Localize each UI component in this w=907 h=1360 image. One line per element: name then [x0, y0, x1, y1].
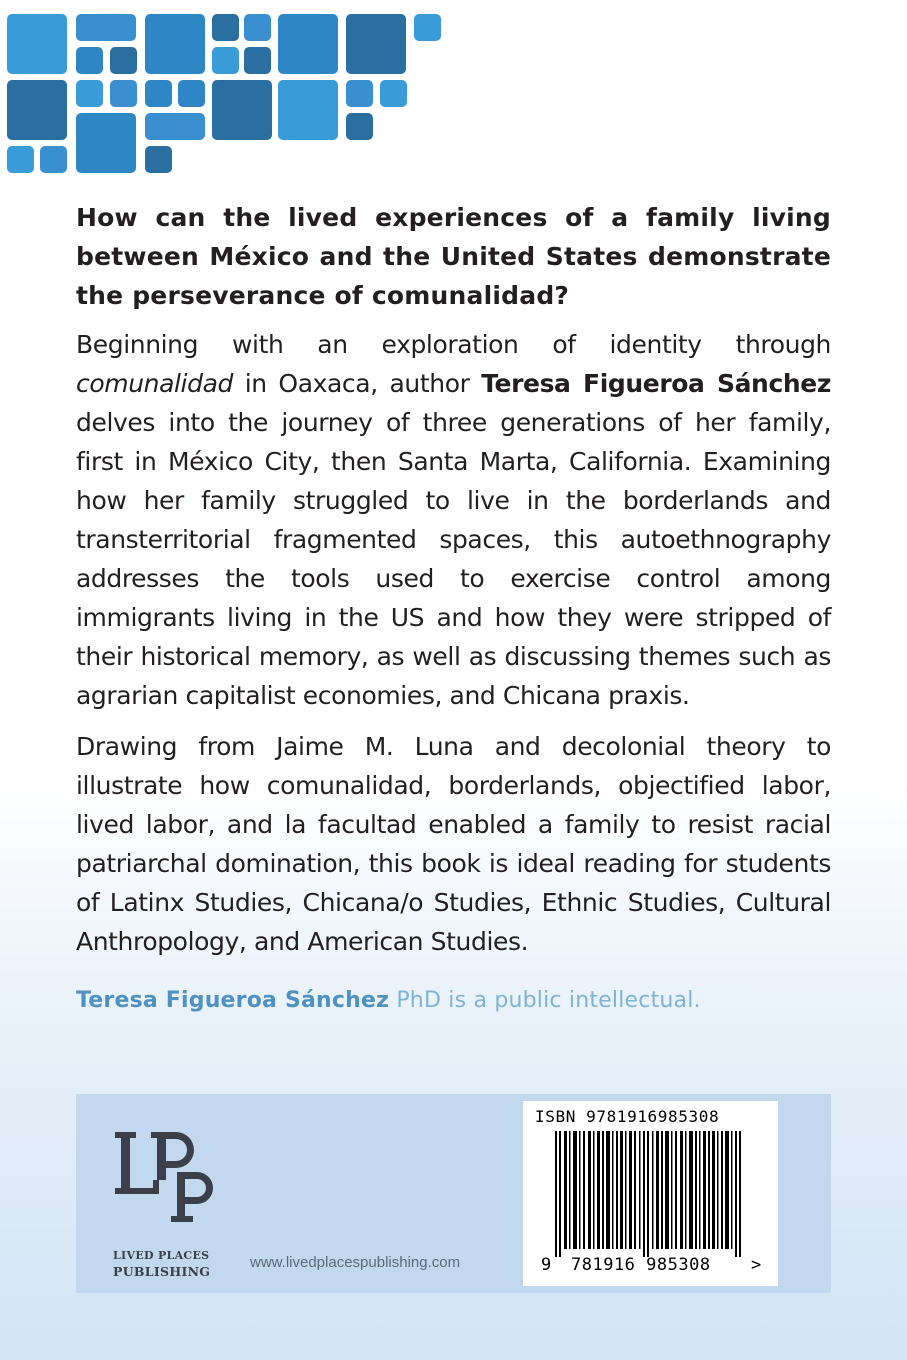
decorative-tile-mosaic	[0, 0, 450, 180]
author-bio	[76, 985, 831, 1017]
publisher-logo-icon	[111, 1124, 221, 1224]
publisher-name-line2: PUBLISHING	[113, 1264, 211, 1279]
decorative-tile	[278, 14, 338, 74]
author-bio-name: Teresa Figueroa Sánchez	[76, 988, 390, 1013]
decorative-tile	[244, 14, 271, 41]
p1-text-2: in Oaxaca, author	[232, 369, 482, 398]
decorative-tile	[346, 14, 406, 74]
decorative-tile	[414, 14, 441, 41]
author-bio-text: PhD is a public intellectual.	[389, 988, 701, 1013]
barcode-quiet-zone-mark: >	[751, 1255, 762, 1275]
decorative-tile	[178, 80, 205, 107]
p1-author-name: Teresa Figueroa Sánchez	[481, 369, 831, 398]
decorative-tile	[244, 47, 271, 74]
decorative-tile	[145, 146, 172, 173]
decorative-tile	[7, 14, 67, 74]
decorative-tile	[76, 80, 103, 107]
decorative-tile	[145, 113, 205, 140]
barcode-first-digit: 9	[541, 1255, 552, 1275]
decorative-tile	[212, 14, 239, 41]
publisher-name	[113, 1248, 233, 1280]
decorative-tile	[145, 80, 172, 107]
description-paragraph-1	[76, 325, 831, 715]
barcode-digit-groups: 781916 985308	[571, 1255, 711, 1275]
publisher-name-line1: LIVED PLACES	[113, 1249, 210, 1262]
decorative-tile	[212, 47, 239, 74]
decorative-tile	[76, 14, 136, 41]
decorative-tile	[110, 47, 137, 74]
decorative-tile	[380, 80, 407, 107]
decorative-tile	[76, 113, 136, 173]
isbn-barcode-box	[523, 1101, 778, 1286]
decorative-tile	[346, 113, 373, 140]
decorative-tile	[7, 146, 34, 173]
footer-band	[76, 1094, 831, 1293]
description-paragraph-2: Drawing from Jaime M. Luna and decolonial theory to illustrate how comunalidad, borderlands, objectified labor, lived labor, and la facultad enabled a family to resist racial patriarchal domination, this book is ideal reading for students of Latinx Studies, Chicana/o Studies, Ethnic Studies, Cultural Anthropology, and American Studies.	[76, 732, 831, 956]
decorative-tile	[76, 47, 103, 74]
decorative-tile	[346, 80, 373, 107]
p1-italic-term: comunalidad	[76, 369, 233, 398]
decorative-tile	[145, 14, 205, 74]
decorative-tile	[7, 80, 67, 140]
isbn-label: ISBN 9781916985308	[535, 1107, 720, 1126]
lead-question: How can the lived experiences of a family living between México and the United States demonstrate the perseverance of comunalidad?	[76, 203, 831, 310]
decorative-tile	[278, 80, 338, 140]
p1-text-1: Beginning with an exploration of identity through	[76, 330, 831, 359]
decorative-tile	[40, 146, 67, 173]
decorative-tile	[110, 80, 137, 107]
barcode-icon	[533, 1131, 768, 1257]
p1-text-3: delves into the journey of three generations of her family, first in México City, then Santa Marta, California. Examining how her family struggled to live in the borderlands and transterritorial fragmented spaces, this autoethnography addresses the tools used to exercise control among immigrants living in the US and how they were stripped of their historical memory, as well as discussing themes such as agrarian capitalist economies, and Chicana praxis.	[76, 408, 831, 710]
decorative-tile	[212, 80, 272, 140]
publisher-website: www.livedplacespublishing.com	[250, 1254, 461, 1271]
